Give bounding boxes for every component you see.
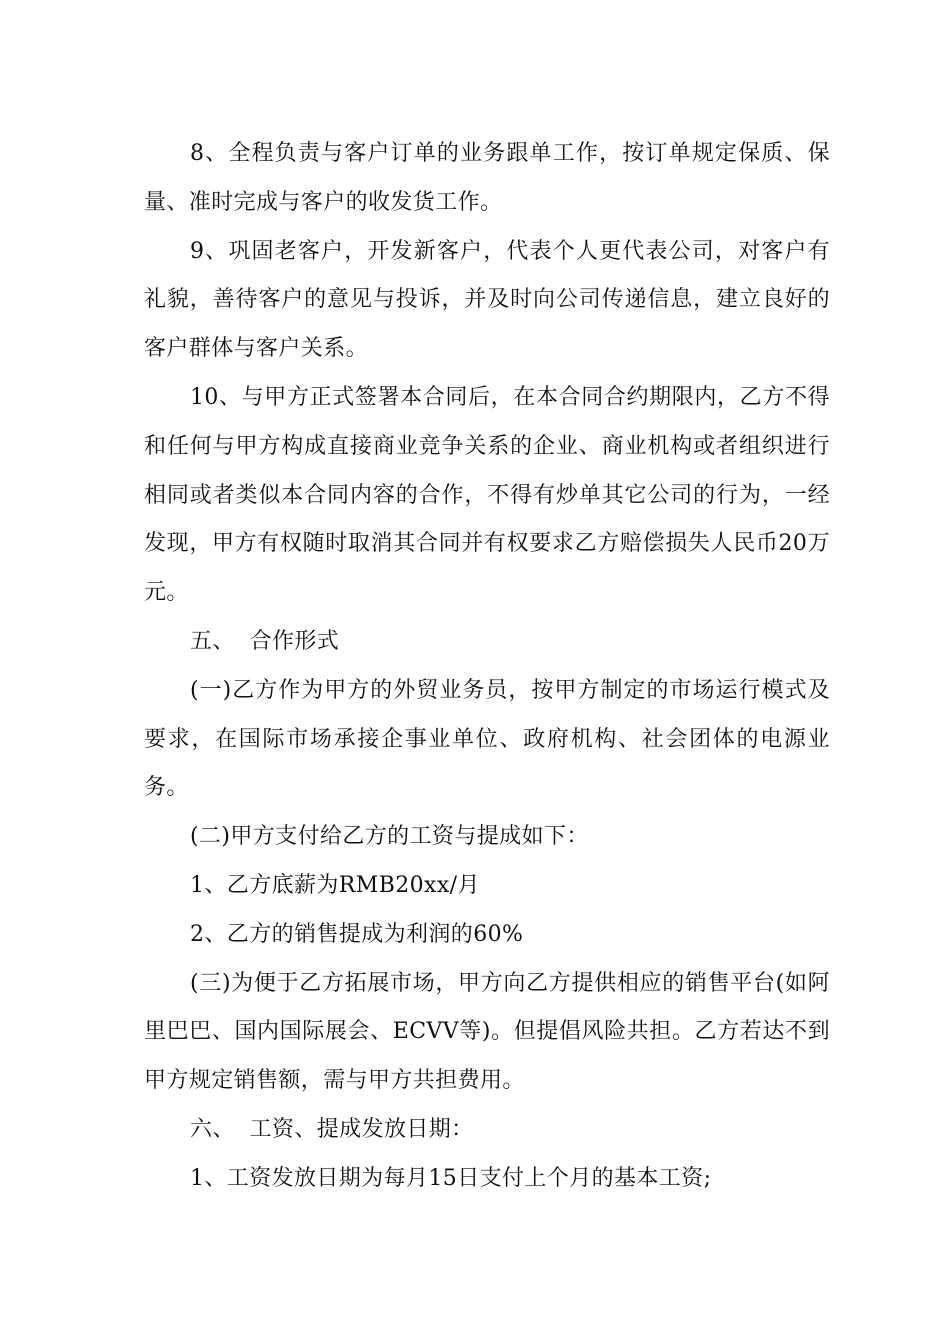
- paragraph-item-8: 8、全程负责与客户订单的业务跟单工作，按订单规定保质、保量、准时完成与客户的收发货工作。: [144, 141, 830, 215]
- paragraph-cooperation-1: (一)乙方作为甲方的外贸业务员，按甲方制定的市场运行模式及要求，在国际市场承接企事业单位、政府机构、社会团体的电源业务。: [144, 677, 830, 801]
- paragraph-item-9: 9、巩固老客户，开发新客户，代表个人更代表公司，对客户有礼貌，善待客户的意见与投诉，并及时向公司传递信息，建立良好的客户群体与客户关系。: [144, 238, 830, 362]
- paragraph-base-salary: 1、乙方底薪为RMB20xx/月: [190, 872, 480, 898]
- document-body: [144, 130, 830, 1204]
- paragraph-cooperation-3: (三)为便于乙方拓展市场，甲方向乙方提供相应的销售平台(如阿里巴巴、国内国际展会、ECVV等)。但提倡风险共担。乙方若达不到甲方规定销售额，需与甲方共担费用。: [144, 970, 830, 1094]
- paragraph-cooperation-2: (二)甲方支付给乙方的工资与提成如下：: [190, 824, 589, 850]
- paragraph-item-10: 10、与甲方正式签署本合同后，在本合同合约期限内，乙方不得和任何与甲方构成直接商业竞争关系的企业、商业机构或者组织进行相同或者类似本合同内容的合作，不得有炒单其它公司的行为，一经发现，甲方有权随时取消其合同并有权要求乙方赔偿损失人民币20万元。: [144, 384, 830, 606]
- paragraph-payment-date: 1、工资发放日期为每月15日支付上个月的基本工资;: [190, 1165, 712, 1191]
- section-heading-6: 六、 工资、提成发放日期：: [190, 1116, 474, 1142]
- section-heading-5: 五、 合作形式: [190, 628, 340, 654]
- paragraph-commission: 2、乙方的销售提成为利润的60%: [190, 921, 524, 947]
